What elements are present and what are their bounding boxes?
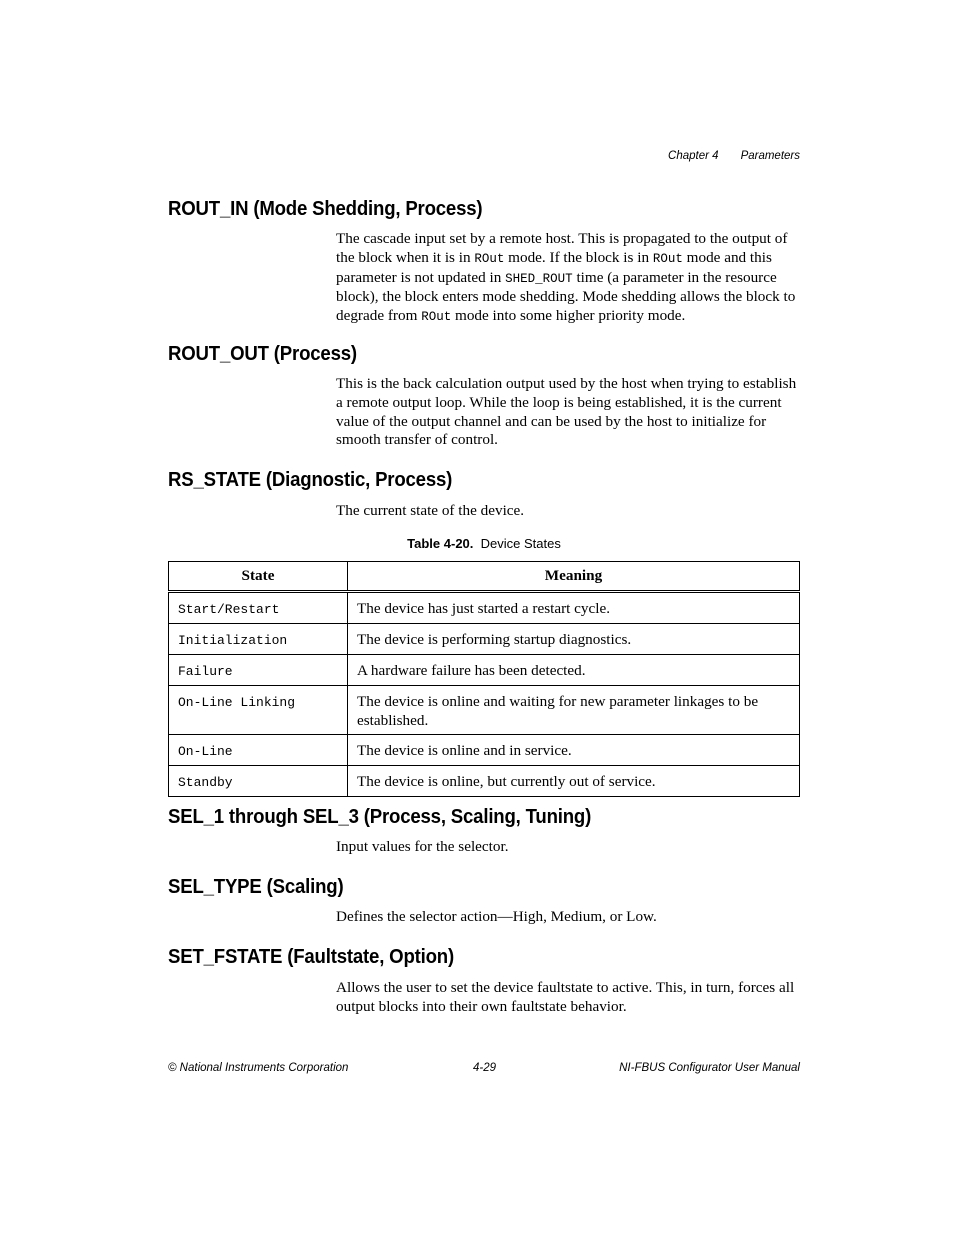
table-header-row [169, 562, 800, 592]
chapter-label: Chapter 4 [668, 150, 719, 162]
paragraph-sel: Input values for the selector. [336, 838, 509, 855]
state-cell: Standby [169, 766, 348, 797]
heading-rs-state: RS_STATE (Diagnostic, Process) [168, 469, 453, 491]
paragraph-set-fstate: Allows the user to set the device faultstate to active. This, in turn, forces all output blocks into their own faultstate behavior. [336, 979, 795, 1015]
table-title: Device States [480, 536, 561, 551]
heading-rout-in: ROUT_IN (Mode Shedding, Process) [168, 198, 483, 220]
meaning-cell: The device is performing startup diagnostics. [348, 624, 800, 655]
table-caption [168, 536, 800, 551]
code-shed-rout: SHED_ROUT [505, 271, 573, 286]
state-cell: On-Line [169, 735, 348, 766]
meaning-cell: The device is online and in service. [348, 735, 800, 766]
column-header-state: State [169, 562, 348, 592]
footer-copyright: © National Instruments Corporation [168, 1062, 349, 1074]
table-row [169, 655, 800, 686]
paragraph-rs-state: The current state of the device. [336, 502, 525, 519]
state-cell: Failure [169, 655, 348, 686]
device-states-table [168, 561, 800, 797]
heading-rout-out: ROUT_OUT (Process) [168, 343, 357, 365]
code-rout: ROut [652, 251, 683, 266]
table-row [169, 592, 800, 624]
meaning-cell: The device is online, but currently out of service. [348, 766, 800, 797]
paragraph-rout-in: The cascade input set by a remote host. This is propagated to the output of the block when it is in ROut mode. If the block is in ROut mode and this parameter is not updated in SHED_ROUT time (a parameter in the resource block), the block enters mode shedding. Mode shedding allows the block to degrade from ROut mode into some higher priority mode. [336, 230, 796, 325]
state-cell: Start/Restart [169, 592, 348, 624]
footer-page-number: 4-29 [473, 1062, 497, 1074]
state-cell: Initialization [169, 624, 348, 655]
state-cell: On-Line Linking [169, 686, 348, 735]
footer-manual-title: NI-FBUS Configurator User Manual [619, 1062, 800, 1074]
heading-sel-type: SEL_TYPE (Scaling) [168, 876, 344, 898]
running-header [668, 150, 800, 162]
meaning-cell: The device has just started a restart cycle. [348, 592, 800, 624]
table-row [169, 735, 800, 766]
meaning-cell: The device is online and waiting for new parameter linkages to be established. [348, 686, 800, 735]
paragraph-sel-type: Defines the selector action—High, Medium, or Low. [336, 908, 657, 925]
table-row [169, 686, 800, 735]
heading-sel: SEL_1 through SEL_3 (Process, Scaling, Tuning) [168, 806, 592, 828]
code-rout: ROut [421, 310, 452, 325]
meaning-cell: A hardware failure has been detected. [348, 655, 800, 686]
column-header-meaning: Meaning [348, 562, 800, 592]
section-label: Parameters [740, 150, 800, 162]
table-number: Table 4-20. [407, 536, 474, 551]
table-row [169, 766, 800, 797]
table-row [169, 624, 800, 655]
paragraph-rout-out: This is the back calculation output used by the host when trying to establish a remote output loop. While the loop is being established, it is the current value of the output channel and can be used by the host to initialize for smooth transfer of control. [336, 375, 797, 449]
heading-set-fstate: SET_FSTATE (Faultstate, Option) [168, 946, 454, 968]
code-rout: ROut [474, 251, 505, 266]
